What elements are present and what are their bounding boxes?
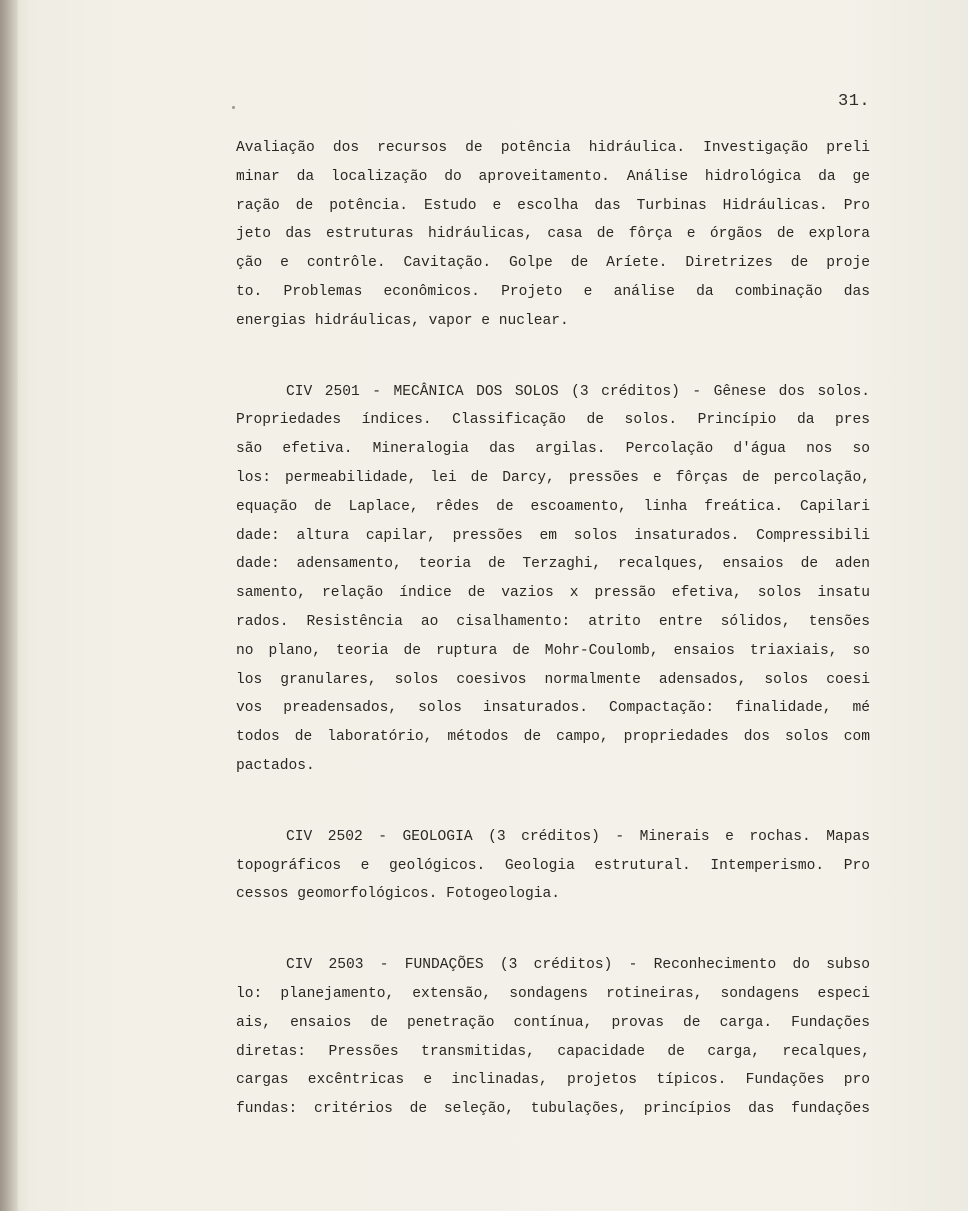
text-line: no plano, teoria de ruptura de Mohr-Coulomb, ensaios triaxiais, so — [236, 642, 870, 659]
text-line: samento, relação índice de vazios x pressão efetiva, solos insatu — [236, 585, 870, 602]
paragraph-civ-2501 — [236, 378, 870, 781]
binding-shadow — [0, 0, 18, 1211]
page-speck — [232, 106, 235, 109]
body-text — [236, 134, 870, 1124]
text-line: ração de potência. Estudo e escolha das Turbinas Hidráulicas. Pro — [236, 197, 870, 214]
text-line: cargas excêntricas e inclinadas, projetos típicos. Fundações pro — [236, 1072, 870, 1089]
text-line: vos preadensados, solos insaturados. Compactação: finalidade, mé — [236, 700, 870, 717]
course-heading-line: CIV 2503 - FUNDAÇÕES (3 créditos) - Reconhecimento do subso — [286, 957, 870, 974]
text-line: fundas: critérios de seleção, tubulações, princípios das fundações — [236, 1101, 870, 1118]
text-line: todos de laboratório, métodos de campo, propriedades dos solos com — [236, 729, 870, 746]
text-line: dade: altura capilar, pressões em solos insaturados. Compressibili — [236, 527, 870, 544]
course-heading-line: CIV 2502 - GEOLOGIA (3 créditos) - Minerais e rochas. Mapas — [286, 828, 870, 845]
paragraph-civ-2503 — [236, 951, 870, 1124]
text-line: ais, ensaios de penetração contínua, provas de carga. Fundações — [236, 1014, 870, 1031]
text-line: lo: planejamento, extensão, sondagens rotineiras, sondagens especi — [236, 985, 870, 1002]
text-line: equação de Laplace, rêdes de escoamento, linha freática. Capilari — [236, 498, 870, 515]
text-line: los granulares, solos coesivos normalmente adensados, solos coesi — [236, 671, 870, 688]
text-line: los: permeabilidade, lei de Darcy, pressões e fôrças de percolação, — [236, 469, 870, 486]
text-line: topográficos e geológicos. Geologia estrutural. Intemperismo. Pro — [236, 857, 870, 874]
text-line: to. Problemas econômicos. Projeto e análise da combinação das — [236, 283, 870, 300]
text-line: pactados. — [236, 757, 315, 774]
text-line: dade: adensamento, teoria de Terzaghi, recalques, ensaios de aden — [236, 556, 870, 573]
text-line: Propriedades índices. Classificação de solos. Princípio da pres — [236, 412, 870, 429]
text-line: ção e contrôle. Cavitação. Golpe de Aríete. Diretrizes de proje — [236, 255, 870, 272]
course-heading-line: CIV 2501 - MECÂNICA DOS SOLOS (3 créditos) - Gênese dos solos. — [286, 383, 870, 400]
paragraph-hydraulic-intro — [236, 134, 870, 336]
text-line: cessos geomorfológicos. Fotogeologia. — [236, 886, 561, 903]
text-line: minar da localização do aproveitamento. Análise hidrológica da ge — [236, 168, 870, 185]
paragraph-civ-2502 — [236, 823, 870, 909]
text-line: diretas: Pressões transmitidas, capacidade de carga, recalques, — [236, 1043, 870, 1060]
text-line: energias hidráulicas, vapor e nuclear. — [236, 312, 569, 329]
page-number: 31. — [838, 92, 871, 111]
text-line: rados. Resistência ao cisalhamento: atrito entre sólidos, tensões — [236, 613, 870, 630]
text-line: são efetiva. Mineralogia das argilas. Percolação d'água nos so — [236, 441, 870, 458]
text-line: jeto das estruturas hidráulicas, casa de fôrça e órgãos de explora — [236, 226, 870, 243]
text-line: Avaliação dos recursos de potência hidráulica. Investigação preli — [236, 140, 870, 156]
